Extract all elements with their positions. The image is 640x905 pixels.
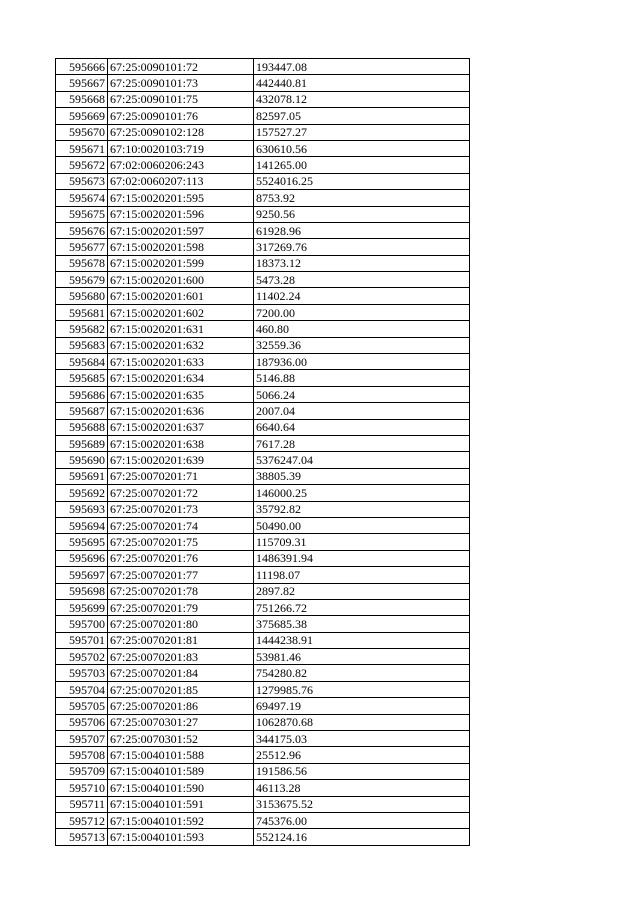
table-row [56, 419, 470, 435]
row-id-cell: 595691 [56, 468, 108, 484]
amount-cell: 460.80 [254, 321, 470, 337]
table-row [56, 370, 470, 386]
cadastral-number-cell: 67:15:0020201:601 [108, 288, 254, 304]
row-id-cell: 595703 [56, 665, 108, 681]
amount-cell: 18373.12 [254, 255, 470, 271]
cadastral-number-cell: 67:15:0020201:634 [108, 370, 254, 386]
table-row [56, 485, 470, 501]
amount-cell: 1444238.91 [254, 632, 470, 648]
cadastral-number-cell: 67:25:0070201:73 [108, 501, 254, 517]
amount-cell: 11402.24 [254, 288, 470, 304]
row-id-cell: 595667 [56, 75, 108, 91]
table-body [56, 59, 470, 846]
row-id-cell: 595706 [56, 714, 108, 730]
table-row [56, 731, 470, 747]
amount-cell: 751266.72 [254, 599, 470, 615]
amount-cell: 754280.82 [254, 665, 470, 681]
row-id-cell: 595709 [56, 763, 108, 779]
amount-cell: 46113.28 [254, 780, 470, 796]
table-row [56, 583, 470, 599]
cadastral-number-cell: 67:25:0090101:73 [108, 75, 254, 91]
row-id-cell: 595672 [56, 157, 108, 173]
cadastral-number-cell: 67:25:0070201:71 [108, 468, 254, 484]
table-row [56, 272, 470, 288]
table-row [56, 403, 470, 419]
table-row [56, 140, 470, 156]
row-id-cell: 595687 [56, 403, 108, 419]
table-row [56, 698, 470, 714]
table-row [56, 206, 470, 222]
amount-cell: 7200.00 [254, 304, 470, 320]
cadastral-number-cell: 67:15:0040101:590 [108, 780, 254, 796]
table-row [56, 239, 470, 255]
cadastral-number-cell: 67:15:0040101:588 [108, 747, 254, 763]
table-row [56, 157, 470, 173]
table-row [56, 812, 470, 828]
amount-cell: 193447.08 [254, 59, 470, 75]
table-row [56, 616, 470, 632]
amount-cell: 1062870.68 [254, 714, 470, 730]
amount-cell: 61928.96 [254, 222, 470, 238]
row-id-cell: 595681 [56, 304, 108, 320]
cadastral-number-cell: 67:25:0070201:75 [108, 534, 254, 550]
row-id-cell: 595697 [56, 567, 108, 583]
amount-cell: 5524016.25 [254, 173, 470, 189]
table-row [56, 763, 470, 779]
table-row [56, 304, 470, 320]
amount-cell: 50490.00 [254, 517, 470, 533]
table-row [56, 550, 470, 566]
cadastral-number-cell: 67:25:0070201:84 [108, 665, 254, 681]
table-row [56, 452, 470, 468]
row-id-cell: 595702 [56, 649, 108, 665]
table-row [56, 59, 470, 75]
cadastral-number-cell: 67:15:0020201:600 [108, 272, 254, 288]
row-id-cell: 595690 [56, 452, 108, 468]
amount-cell: 69497.19 [254, 698, 470, 714]
row-id-cell: 595705 [56, 698, 108, 714]
cadastral-number-cell: 67:15:0040101:593 [108, 829, 254, 845]
row-id-cell: 595666 [56, 59, 108, 75]
row-id-cell: 595682 [56, 321, 108, 337]
table-row [56, 501, 470, 517]
row-id-cell: 595676 [56, 222, 108, 238]
table-row [56, 173, 470, 189]
table-row [56, 91, 470, 107]
row-id-cell: 595692 [56, 485, 108, 501]
table-row [56, 681, 470, 697]
amount-cell: 344175.03 [254, 731, 470, 747]
table-row [56, 632, 470, 648]
amount-cell: 187936.00 [254, 354, 470, 370]
amount-cell: 157527.27 [254, 124, 470, 140]
row-id-cell: 595688 [56, 419, 108, 435]
row-id-cell: 595700 [56, 616, 108, 632]
cadastral-number-cell: 67:15:0020201:632 [108, 337, 254, 353]
table-row [56, 649, 470, 665]
row-id-cell: 595677 [56, 239, 108, 255]
row-id-cell: 595671 [56, 140, 108, 156]
row-id-cell: 595686 [56, 386, 108, 402]
amount-cell: 432078.12 [254, 91, 470, 107]
row-id-cell: 595684 [56, 354, 108, 370]
row-id-cell: 595674 [56, 190, 108, 206]
table-row [56, 747, 470, 763]
table-row [56, 321, 470, 337]
table-row [56, 714, 470, 730]
cadastral-number-cell: 67:25:0090101:75 [108, 91, 254, 107]
cadastral-number-cell: 67:15:0020201:637 [108, 419, 254, 435]
row-id-cell: 595707 [56, 731, 108, 747]
amount-cell: 141265.00 [254, 157, 470, 173]
cadastral-number-cell: 67:15:0020201:636 [108, 403, 254, 419]
table-row [56, 124, 470, 140]
cadastral-number-cell: 67:25:0070201:74 [108, 517, 254, 533]
amount-cell: 146000.25 [254, 485, 470, 501]
amount-cell: 1486391.94 [254, 550, 470, 566]
amount-cell: 2007.04 [254, 403, 470, 419]
cadastral-number-cell: 67:15:0040101:591 [108, 796, 254, 812]
cadastral-number-cell: 67:10:0020103:719 [108, 140, 254, 156]
table-row [56, 190, 470, 206]
row-id-cell: 595693 [56, 501, 108, 517]
row-id-cell: 595708 [56, 747, 108, 763]
row-id-cell: 595711 [56, 796, 108, 812]
table-row [56, 288, 470, 304]
cadastral-number-cell: 67:25:0070201:80 [108, 616, 254, 632]
row-id-cell: 595675 [56, 206, 108, 222]
row-id-cell: 595696 [56, 550, 108, 566]
amount-cell: 6640.64 [254, 419, 470, 435]
amount-cell: 317269.76 [254, 239, 470, 255]
row-id-cell: 595678 [56, 255, 108, 271]
table-row [56, 665, 470, 681]
cadastral-number-cell: 67:15:0020201:639 [108, 452, 254, 468]
table-row [56, 567, 470, 583]
amount-cell: 3153675.52 [254, 796, 470, 812]
amount-cell: 25512.96 [254, 747, 470, 763]
table-row [56, 108, 470, 124]
row-id-cell: 595698 [56, 583, 108, 599]
cadastral-number-cell: 67:25:0070201:85 [108, 681, 254, 697]
cadastral-number-cell: 67:15:0020201:596 [108, 206, 254, 222]
amount-cell: 82597.05 [254, 108, 470, 124]
table-row [56, 222, 470, 238]
amount-cell: 8753.92 [254, 190, 470, 206]
cadastral-number-cell: 67:25:0070201:72 [108, 485, 254, 501]
row-id-cell: 595670 [56, 124, 108, 140]
row-id-cell: 595695 [56, 534, 108, 550]
row-id-cell: 595699 [56, 599, 108, 615]
cadastral-number-cell: 67:25:0070201:77 [108, 567, 254, 583]
amount-cell: 1279985.76 [254, 681, 470, 697]
row-id-cell: 595669 [56, 108, 108, 124]
amount-cell: 5376247.04 [254, 452, 470, 468]
table-row [56, 354, 470, 370]
table-row [56, 468, 470, 484]
amount-cell: 745376.00 [254, 812, 470, 828]
cadastral-number-cell: 67:15:0020201:595 [108, 190, 254, 206]
table-row [56, 435, 470, 451]
table-row [56, 386, 470, 402]
amount-cell: 442440.81 [254, 75, 470, 91]
cadastral-number-cell: 67:15:0020201:633 [108, 354, 254, 370]
amount-cell: 375685.38 [254, 616, 470, 632]
amount-cell: 7617.28 [254, 435, 470, 451]
cadastral-number-cell: 67:25:0070301:52 [108, 731, 254, 747]
table-row [56, 796, 470, 812]
cadastral-number-cell: 67:25:0090101:72 [108, 59, 254, 75]
amount-cell: 115709.31 [254, 534, 470, 550]
row-id-cell: 595712 [56, 812, 108, 828]
amount-cell: 5066.24 [254, 386, 470, 402]
row-id-cell: 595701 [56, 632, 108, 648]
table-row [56, 534, 470, 550]
row-id-cell: 595679 [56, 272, 108, 288]
amount-cell: 38805.39 [254, 468, 470, 484]
amount-cell: 53981.46 [254, 649, 470, 665]
cadastral-number-cell: 67:15:0020201:598 [108, 239, 254, 255]
cadastral-number-cell: 67:15:0020201:597 [108, 222, 254, 238]
amount-cell: 5146.88 [254, 370, 470, 386]
cadastral-number-cell: 67:02:0060206:243 [108, 157, 254, 173]
table-row [56, 337, 470, 353]
row-id-cell: 595710 [56, 780, 108, 796]
cadastral-number-cell: 67:02:0060207:113 [108, 173, 254, 189]
row-id-cell: 595673 [56, 173, 108, 189]
row-id-cell: 595694 [56, 517, 108, 533]
row-id-cell: 595713 [56, 829, 108, 845]
amount-cell: 11198.07 [254, 567, 470, 583]
cadastral-number-cell: 67:25:0070201:81 [108, 632, 254, 648]
cadastral-number-cell: 67:25:0090102:128 [108, 124, 254, 140]
amount-cell: 552124.16 [254, 829, 470, 845]
cadastral-number-cell: 67:25:0070301:27 [108, 714, 254, 730]
cadastral-number-cell: 67:15:0020201:602 [108, 304, 254, 320]
cadastral-number-cell: 67:25:0070201:83 [108, 649, 254, 665]
amount-cell: 191586.56 [254, 763, 470, 779]
amount-cell: 2897.82 [254, 583, 470, 599]
table-row [56, 599, 470, 615]
amount-cell: 5473.28 [254, 272, 470, 288]
row-id-cell: 595685 [56, 370, 108, 386]
row-id-cell: 595680 [56, 288, 108, 304]
table-row [56, 75, 470, 91]
table-row [56, 517, 470, 533]
table-row [56, 255, 470, 271]
amount-cell: 630610.56 [254, 140, 470, 156]
data-table [55, 58, 470, 846]
amount-cell: 32559.36 [254, 337, 470, 353]
cadastral-number-cell: 67:15:0020201:631 [108, 321, 254, 337]
row-id-cell: 595704 [56, 681, 108, 697]
table-row [56, 780, 470, 796]
cadastral-number-cell: 67:15:0020201:599 [108, 255, 254, 271]
cadastral-number-cell: 67:25:0070201:78 [108, 583, 254, 599]
cadastral-number-cell: 67:25:0070201:76 [108, 550, 254, 566]
table-row [56, 829, 470, 845]
cadastral-number-cell: 67:15:0020201:635 [108, 386, 254, 402]
row-id-cell: 595689 [56, 435, 108, 451]
row-id-cell: 595683 [56, 337, 108, 353]
row-id-cell: 595668 [56, 91, 108, 107]
cadastral-number-cell: 67:25:0070201:86 [108, 698, 254, 714]
cadastral-number-cell: 67:25:0070201:79 [108, 599, 254, 615]
cadastral-number-cell: 67:15:0040101:592 [108, 812, 254, 828]
cadastral-number-cell: 67:15:0020201:638 [108, 435, 254, 451]
amount-cell: 9250.56 [254, 206, 470, 222]
amount-cell: 35792.82 [254, 501, 470, 517]
cadastral-number-cell: 67:25:0090101:76 [108, 108, 254, 124]
cadastral-number-cell: 67:15:0040101:589 [108, 763, 254, 779]
